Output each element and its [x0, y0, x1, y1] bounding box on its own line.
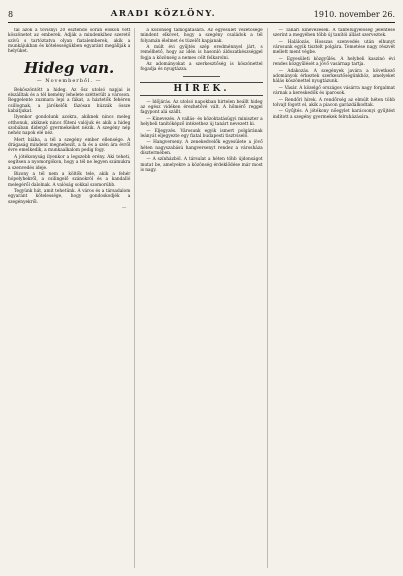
news-item: — Vásár. A közelgő országos vásárra nagy forgalmat várnak a kereskedők és iparosok.: [272, 85, 395, 97]
article-signature: —: [122, 206, 127, 212]
divider: [183, 76, 220, 77]
column-one: [8, 28, 135, 568]
news-item: — Adakozás. A szegények javára a következő adományok érkeztek szerkesztőségünkhöz, amelyeket hálás köszönettel nyugtázunk.: [272, 68, 395, 85]
article-headline: Hideg van.: [24, 59, 115, 78]
news-item: — Egyesületi közgyűlés. A helybeli kaszinó évi rendes közgyűlését a jövő vasárnap tartja.: [272, 56, 395, 68]
article-paragraph: Beköszöntött a hideg. Az ősz utolsó napjai is elszálltak és a tél kemény lehelete szétterült a városon. Reggelente zuzmara lepi a fákat, a háztetők fehéren csillognak, a járókelők fázósan húzzák össze kabátjukat.: [8, 87, 131, 114]
article-paragraph: Tegyünk hát, amit tehetünk. A város és a társadalom egyaránt kötelessége, hogy gondoskodjék a szegényekről.: [8, 189, 131, 205]
column-paragraph: a közönség támogatására. Az egyesület vezetősége mindent elkövet, hogy a szegény családok a tél folyamán élelmet és tüzelőt kapjanak.: [140, 28, 263, 44]
news-item: — Hangverseny. A zenekedvelők egyesülete a jövő héten nagyszabású hangversenyt rendez a városháza dísztermében.: [140, 140, 263, 156]
page-number: 8: [8, 9, 14, 19]
news-item: — Eljegyzés. Városunk egyik ismert polgárának leányát eljegyezte egy fiatal budapesti tisztviselő.: [140, 128, 263, 139]
news-item: — Kinevezés. A vallás- és közoktatásügyi miniszter a helybeli tanítóképző intézethez új tanárt nevezett ki.: [140, 116, 263, 128]
news-item: — Rendőri hírek. A rendőrség az elmúlt héten több tolvajt fogott el, akik a piacon garázdálkodtak.: [272, 97, 395, 108]
news-item: — A színházból. A társulat a héten több újdonságot mutat be, amelyekre a közönség érdeklődése már most is nagy.: [140, 157, 263, 174]
news-item: — Gyűjtés. A jótékony nőegylet karácsonyi gyűjtést indított a szegény gyermekek felruházására.: [272, 109, 395, 120]
column-three: [273, 28, 395, 568]
columns: [8, 28, 395, 568]
intro-paragraph: tal azok a tövisnyi 20 esztendő során élőkön vett köszönetet az emberek. Adják a mindenkihez szerető szívü s tartóztatva olyan fiatalemberek, akik a munkájukban és kötelességükben egyaránt megállják a helyüket.: [8, 28, 131, 55]
issue-date: 1910. november 26.: [313, 9, 395, 19]
column-two: [140, 28, 267, 568]
news-item: — Halálozás. Hosszas szenvedés után elhunyt városunk egyik tisztelt polgára. Temetése nagy részvét mellett ment végbe.: [272, 39, 395, 56]
page-header: [8, 6, 395, 23]
column-paragraph: A múlt évi gyűjtés szép eredménnyel járt, s remélhető, hogy az idén is hasonló áldozatkészséggel fogja a közönség a nemes célt felkarolni.: [140, 45, 263, 61]
article-paragraph: Ilyenkor gondolunk azokra, akiknek nincs meleg otthonuk, akiknek nincs fűteni valójuk és akik a hideg szobában didergő gyermekeiket nézik. A szegény nép nehéz napok elé néz.: [8, 115, 131, 137]
newspaper-title: ARADI KÖZLÖNY.: [110, 9, 217, 19]
article-paragraph: A jótékonyság ilyenkor a legszebb erény. Aki teheti, segítsen a nyomorgókon, hogy a tél ne legyen számukra a szenvedés ideje.: [8, 154, 131, 171]
news-item: — Tanári kinevezések. A tanfelügyelőség jelentése szerint a megyében több új tanítói állást szerveztek.: [272, 28, 395, 39]
article-paragraph: Mert hiába, a tél a szegény ember ellensége. A drágaság mindent megnehezít, a fa és a szén ára évről évre emelkedik, a munkaalkalom pedig fogy.: [8, 137, 131, 154]
column-paragraph: Az adományokat a szerkesztőség is köszönettel fogadja és nyugtázza.: [140, 62, 263, 73]
article-byline: — Novemberből. —: [36, 78, 102, 85]
article-paragraph: Bizony a tél nem a költők tele, akik a fehér hópelyhekről, a csilingelő szánokról és a kandalló melegéről dalolnak. A valóság sokkal szomorúbb.: [8, 171, 131, 188]
news-section-title: HÍREK.: [140, 82, 262, 96]
news-item: — Időjárás. Az utolsó napokban hirtelen beállt hideg az egész vidéken érezhetővé vált. A hőmérő reggel fagypont alá szállt.: [140, 99, 263, 116]
